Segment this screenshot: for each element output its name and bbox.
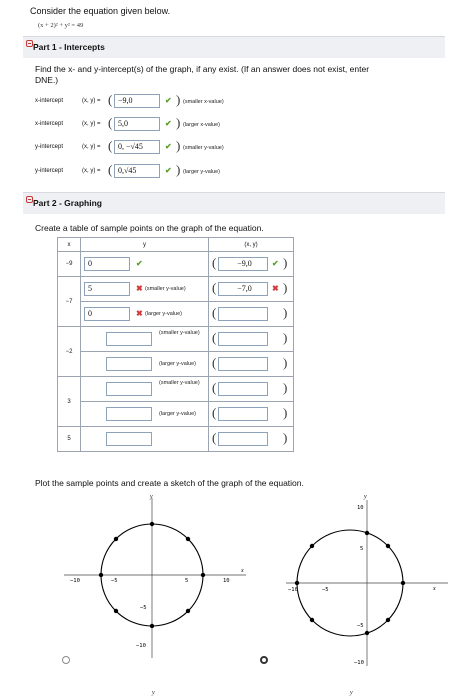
check-icon: ✔ (136, 259, 143, 268)
check-icon: ✔ (165, 119, 172, 128)
equation: (x + 2)² + y² = 49 (38, 22, 84, 29)
check-icon: ✔ (165, 166, 172, 175)
plot-point (186, 609, 190, 613)
x-axis-label: x (241, 568, 244, 574)
pair-label: (x, y) = (82, 121, 101, 127)
xy-input[interactable] (218, 432, 268, 446)
plot-point (365, 531, 369, 535)
cross-icon: ✖ (136, 309, 143, 318)
y-note: (smaller y-value) (159, 380, 200, 386)
x-cell: −9 (58, 252, 81, 277)
header-y: y (81, 238, 209, 252)
close-paren: ) (283, 280, 288, 295)
x-tick-label: −10 (70, 578, 80, 584)
y-cell (81, 352, 209, 377)
intro-text: Consider the equation given below. (30, 6, 171, 16)
open-paren: ( (212, 405, 217, 420)
radio-option-b[interactable] (260, 656, 268, 664)
plot-point (310, 618, 314, 622)
cross-icon: ✖ (136, 284, 143, 293)
xy-cell (209, 252, 294, 277)
header-x: x (58, 238, 81, 252)
x-cell: 3 (58, 377, 81, 427)
intercept-note: (smaller x-value) (183, 99, 224, 105)
y-input[interactable]: 0 (84, 307, 130, 321)
x-tick-label: 10 (223, 578, 230, 584)
y-note: (larger y-value) (159, 411, 196, 417)
close-paren: ) (283, 430, 288, 445)
xy-input[interactable] (218, 382, 268, 396)
intercept-note: (larger y-value) (183, 169, 220, 175)
plot-point (401, 581, 405, 585)
close-paren: ) (283, 255, 288, 270)
x-tick-label: −10 (288, 587, 298, 593)
plot-point (114, 609, 118, 613)
intercept-note: (smaller y-value) (183, 145, 224, 151)
close-paren: ) (283, 355, 288, 370)
part2-title: Part 2 - Graphing (33, 198, 102, 208)
close-paren: ) (176, 115, 181, 130)
table-row (58, 302, 294, 327)
x-tick-label: −5 (322, 587, 329, 593)
y-input[interactable] (106, 382, 152, 396)
intercept-label: x-intercept (35, 98, 64, 104)
y-cell (81, 377, 209, 402)
x-cell: 5 (58, 427, 81, 452)
table-row (58, 277, 294, 302)
plot-point (310, 544, 314, 548)
open-paren: ( (108, 92, 113, 107)
collapse-icon[interactable] (26, 40, 33, 47)
cross-icon: ✖ (272, 284, 279, 293)
xy-input[interactable] (218, 407, 268, 421)
table-row (58, 402, 294, 427)
part1-title: Part 1 - Intercepts (33, 42, 105, 52)
x-cell: −7 (58, 277, 81, 327)
plot-point (365, 631, 369, 635)
y-input[interactable] (106, 407, 152, 421)
plot-point (386, 618, 390, 622)
y-axis-label: y (364, 494, 367, 500)
table-row (58, 252, 294, 277)
xy-input[interactable] (218, 357, 268, 371)
xy-cell (209, 277, 294, 302)
part2-header[interactable] (23, 192, 445, 214)
intercept-input[interactable]: 5,0 (114, 117, 160, 131)
x-tick-label: −5 (111, 578, 118, 584)
y-tick-label: −5 (140, 605, 147, 611)
y-note: (smaller y-value) (159, 330, 200, 336)
intercept-input[interactable]: −9,0 (114, 94, 160, 108)
next-graph-y-label: y (350, 690, 353, 696)
intercept-note: (larger x-value) (183, 122, 220, 128)
close-paren: ) (283, 330, 288, 345)
xy-cell (209, 302, 294, 327)
part2-instructions: Create a table of sample points on the graph of the equation. (35, 223, 264, 233)
check-icon: ✔ (272, 259, 279, 268)
y-cell (81, 327, 209, 352)
open-paren: ( (108, 115, 113, 130)
open-paren: ( (212, 280, 217, 295)
xy-cell (209, 377, 294, 402)
y-input[interactable]: 0 (84, 257, 130, 271)
intercept-input[interactable]: 0,√45 (114, 164, 160, 178)
xy-input[interactable] (218, 332, 268, 346)
part1-instructions: Find the x- and y-intercept(s) of the graph, if any exist. (If an answer does not exist, enter DNE.) (35, 64, 370, 85)
table-header-row (58, 238, 294, 252)
plot-point (150, 624, 154, 628)
y-axis-label: y (150, 494, 153, 500)
intercept-label: y-intercept (35, 168, 64, 174)
plot-point (386, 544, 390, 548)
x-tick-label: 5 (185, 578, 189, 584)
table-row (58, 352, 294, 377)
close-paren: ) (283, 380, 288, 395)
xy-cell (209, 352, 294, 377)
plot-point (150, 522, 154, 526)
x-axis-label: x (433, 586, 436, 592)
xy-input[interactable] (218, 307, 268, 321)
collapse-icon[interactable] (26, 196, 33, 203)
y-note: (smaller y-value) (145, 286, 186, 292)
y-tick-label: −5 (357, 623, 364, 629)
y-input[interactable] (106, 432, 152, 446)
y-tick-label: −10 (354, 660, 364, 666)
y-cell (81, 302, 209, 327)
y-cell (81, 402, 209, 427)
sample-points-table (57, 237, 294, 452)
xy-input[interactable]: −9,0 (218, 257, 268, 271)
open-paren: ( (212, 330, 217, 345)
xy-cell (209, 402, 294, 427)
close-paren: ) (283, 305, 288, 320)
close-paren: ) (176, 138, 181, 153)
y-note: (larger y-value) (159, 361, 196, 367)
plot-point (99, 573, 103, 577)
pair-label: (x, y) = (82, 144, 101, 150)
intercept-label: y-intercept (35, 144, 64, 150)
open-paren: ( (108, 138, 113, 153)
radio-option-a[interactable] (62, 656, 70, 664)
plot-point (186, 537, 190, 541)
close-paren: ) (283, 405, 288, 420)
table-row (58, 427, 294, 452)
y-tick-label: 10 (357, 505, 364, 511)
part1-header[interactable] (23, 36, 445, 58)
open-paren: ( (212, 380, 217, 395)
xy-cell (209, 327, 294, 352)
xy-cell (209, 427, 294, 452)
y-input[interactable]: 5 (84, 282, 130, 296)
graph-option-a[interactable] (60, 492, 250, 660)
intercept-label: x-intercept (35, 121, 64, 127)
plot-point (295, 581, 299, 585)
table-row (58, 327, 294, 352)
graph-option-b[interactable] (282, 492, 454, 668)
xy-input[interactable]: −7,0 (218, 282, 268, 296)
next-graph-y-label: y (152, 690, 155, 696)
y-cell (81, 277, 209, 302)
pair-label: (x, y) = (82, 168, 101, 174)
table-row (58, 377, 294, 402)
open-paren: ( (212, 355, 217, 370)
pair-label: (x, y) = (82, 98, 101, 104)
plot-instructions: Plot the sample points and create a sketch of the graph of the equation. (35, 478, 304, 488)
plot-point (114, 537, 118, 541)
check-icon: ✔ (165, 142, 172, 151)
y-note: (larger y-value) (145, 311, 182, 317)
y-input[interactable] (106, 357, 152, 371)
plot-point (201, 573, 205, 577)
y-tick-label: −10 (136, 643, 146, 649)
open-paren: ( (108, 162, 113, 177)
y-input[interactable] (106, 332, 152, 346)
close-paren: ) (176, 162, 181, 177)
close-paren: ) (176, 92, 181, 107)
y-cell (81, 427, 209, 452)
y-cell (81, 252, 209, 277)
y-tick-label: 5 (360, 546, 364, 552)
open-paren: ( (212, 305, 217, 320)
open-paren: ( (212, 255, 217, 270)
header-xy: (x, y) (209, 238, 294, 252)
check-icon: ✔ (165, 96, 172, 105)
open-paren: ( (212, 430, 217, 445)
intercept-input[interactable]: 0, −√45 (114, 140, 160, 154)
x-cell: −2 (58, 327, 81, 377)
